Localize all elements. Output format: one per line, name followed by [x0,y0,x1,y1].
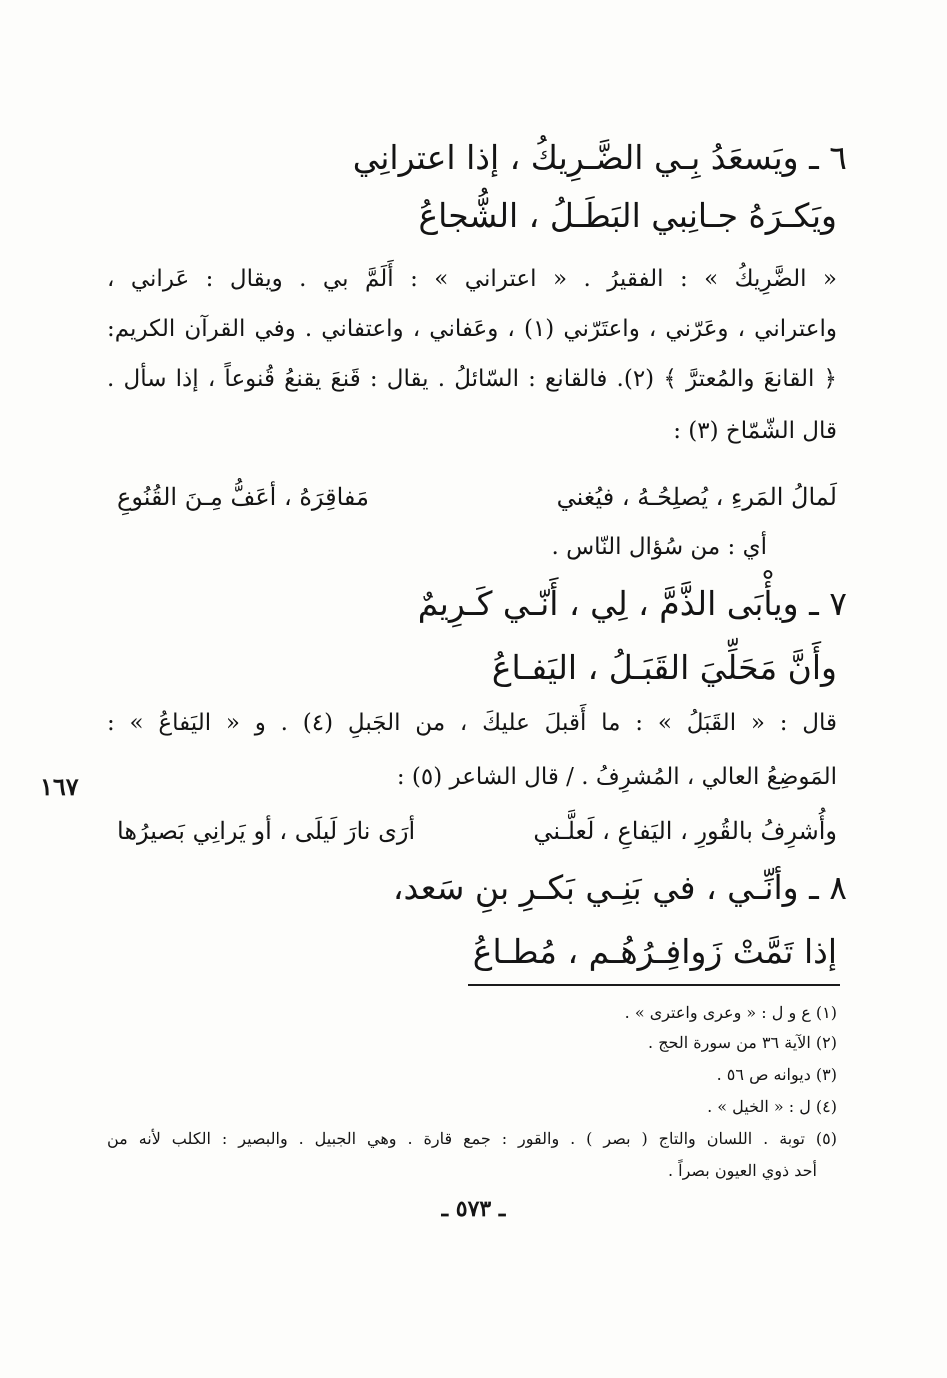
commentary-line: « الضَّرِيكُ » : الفقيرُ . « اعتراني » : أَلَمَّ بي . ويقال : عَراني ، [107,266,837,292]
footnote: (١) ع و ل : « وعرى واعترى » . [624,1003,837,1022]
verse-6-first-hemistich: ٦ ـ ويَسعَدُ بِـي الضَّـرِيكُ ، إذا اعترانِي [352,138,847,177]
verse-7-first-hemistich: ٧ ـ ويأْبَى الذَّمَّ ، لِي ، أَنّـي كَـرِيمٌ [417,584,847,623]
footnote: (٣) ديوانه ص ٥٦ . [716,1065,837,1084]
footnote-separator [468,984,840,986]
quoted-poem-line [117,480,837,514]
quoted-poem-second-half: أرَى نارَ لَيلَى ، أو يَرانِي بَصيرُها [117,817,416,845]
quoted-poem-first-half: وأُشرِفُ بالقُورِ ، اليَفاعِ ، لَعلَّـني [533,817,837,845]
commentary-line: المَوضِعُ العالي ، المُشرِفُ . / قال الشاعر (٥) : [396,764,837,790]
footnote-continuation: أحد ذوي العيون بصراً . [667,1161,817,1180]
commentary-line: قال الشّمّاخ (٣) : [673,418,837,444]
commentary-line: ﴿ القانعَ والمُعترَّ ﴾ (٢). فالقانع : السّائلُ . يقال : قَنعَ يقنعُ قُنوعاً ، إذا سأل . [107,366,837,392]
commentary-line: قال : « القَبَلُ » : ما أَقبلَ عليكَ ، من الجَبلِ (٤) . و « اليَفاعُ » : [107,710,838,736]
margin-page-number: ١٦٧ [40,772,79,801]
gloss-line: أي : من سُؤال النّاس . [551,534,767,560]
verse-6-second-hemistich: ويَكـرَهُ جـانِبي البَطَـلُ ، الشُّجاعُ [418,196,837,235]
commentary-line: واعتراني ، وعَرّني ، واعتَرّني (١) ، وعَفاني ، واعتفاني . وفي القرآن الكريم: [107,316,837,342]
footnote: (٤) ل : « الخيل » . [707,1097,837,1116]
quoted-poem-second-half: مَفاقِرَهُ ، أعَفُّ مِـنَ القُنُوعِ [117,483,369,511]
footnote: (٥) توبة . اللسان والتاج ( بصر ) . والقور : جمع قارة . وهي الجبيل . والبصير : الكلب لأنه من [107,1129,837,1148]
verse-8-first-hemistich: ٨ ـ وأنِّـي ، في بَنِـي بَكـرِ بنِ سَعد، [392,868,847,907]
verse-7-second-hemistich: وأَنَّ مَحَلِّيَ القَبَـلُ ، اليَفـاعُ [491,648,837,687]
page-number: ـ ٥٧٣ ـ [441,1196,506,1222]
quoted-poem-first-half: لَمالُ المَرءِ ، يُصلِحُـهُ ، فيُغني [556,483,837,511]
footnote: (٢) الآية ٣٦ من سورة الحج . [648,1033,837,1052]
verse-8-second-hemistich: إذا تَمَّتْ زَوافِـرُهُـم ، مُطـاعُ [472,932,837,971]
quoted-poem-line [117,814,837,848]
